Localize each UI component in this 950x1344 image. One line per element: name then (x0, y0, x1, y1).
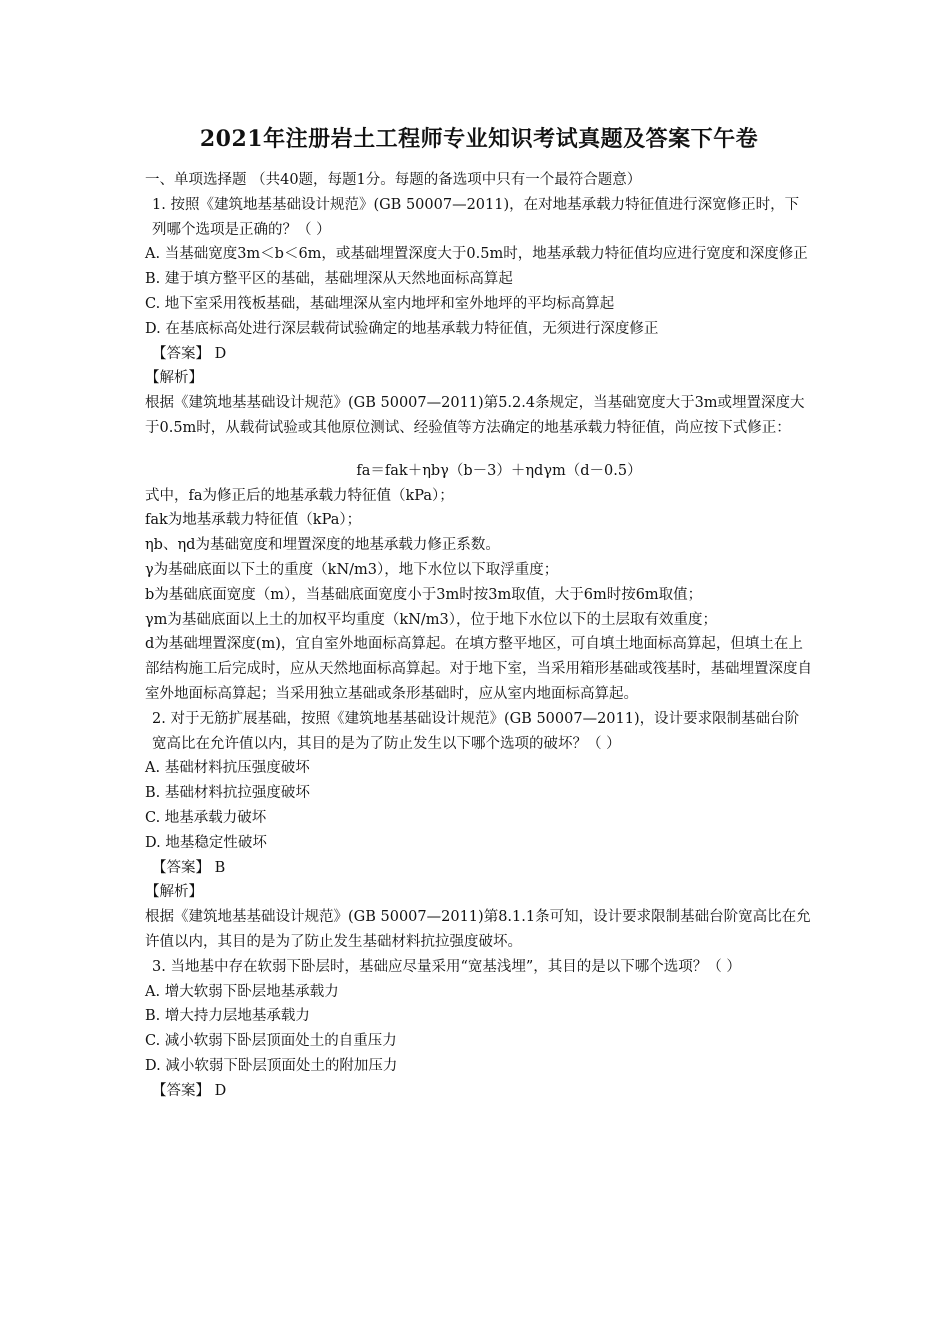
question-1-note: b为基础底面宽度（m），当基础底面宽度小于3m时按3m取值，大于6m时按6m取值； (145, 586, 703, 603)
question-1-note: γ为基础底面以下土的重度（kN/m3），地下水位以下取浮重度； (145, 561, 559, 578)
question-3-stem: 3. 当地基中存在软弱下卧层时，基础应尽量采用“宽基浅埋”，其目的是以下哪个选项？（ ） (152, 958, 741, 975)
section-header: 一、单项选择题 （共40题，每题1分。每题的备选项中只有一个最符合题意） (145, 172, 642, 188)
question-1-note: fak为地基承载力特征值（kPa）； (145, 512, 362, 529)
question-1-answer: 【答案】 D (152, 345, 227, 362)
question-3-option-d: D. 减小软弱下卧层顶面处土的附加压力 (145, 1057, 398, 1074)
question-1-analysis: 根据《建筑地基基础设计规范》(GB 50007—2011)第5.2.4条规定，当基础宽度大于3m或埋置深度大于0.5m时，从载荷试验或其他原位测试、经验值等方法确定的地基承载力特征值，尚应按下式修正： (145, 395, 805, 436)
question-1-note: γm为基础底面以上土的加权平均重度（kN/m3），位于地下水位以下的土层取有效重度； (145, 611, 717, 628)
question-1-formula: fa＝fak＋ηbγ（b－3）＋ηdγm（d－0.5） (356, 462, 642, 479)
question-1-option-a: A. 当基础宽度3m＜b＜6m，或基础埋置深度大于0.5m时，地基承载力特征值均应进行宽度和深度修正 (145, 246, 808, 263)
question-1-note: 式中，fa为修正后的地基承载力特征值（kPa）； (145, 487, 454, 504)
question-2-option-a: A. 基础材料抗压强度破坏 (145, 760, 310, 777)
question-1-option-c: C. 地下室采用筏板基础，基础埋深从室内地坪和室外地坪的平均标高算起 (145, 295, 615, 312)
question-1-note: d为基础埋置深度(m)，宜自室外地面标高算起。在填方整平地区，可自填土地面标高算起，但填土在上部结构施工后完成时，应从天然地面标高算起。对于地下室，当采用箱形基础或筏基时，基础埋置深度自室外地面标高算起；当采用独立基础或条形基础时，应从室内地面标高算起。 (145, 636, 812, 702)
question-2-answer: 【答案】 B (152, 859, 226, 876)
question-3-option-c: C. 减小软弱下卧层顶面处土的自重压力 (145, 1033, 397, 1050)
question-2-option-d: D. 地基稳定性破坏 (145, 834, 267, 851)
question-3-option-b: B. 增大持力层地基承载力 (145, 1008, 310, 1025)
page-title: 2021年注册岩土工程师专业知识考试真题及答案下午卷 (199, 126, 759, 152)
question-1-option-d: D. 在基底标高处进行深层载荷试验确定的地基承载力特征值，无须进行深度修正 (145, 320, 659, 337)
question-2-analysis-label: 【解析】 (145, 884, 203, 901)
question-1-option-b: B. 建于填方整平区的基础，基础埋深从天然地面标高算起 (145, 271, 513, 288)
question-3-option-a: A. 增大软弱下卧层地基承载力 (145, 983, 339, 1000)
question-2-stem: 2. 对于无筋扩展基础，按照《建筑地基基础设计规范》(GB 50007—2011)，设计要求限制基础台阶宽高比在允许值以内，其目的是为了防止发生以下哪个选项的破坏？（ ） (152, 710, 800, 752)
question-1-stem: 1. 按照《建筑地基基础设计规范》(GB 50007—2011)，在对地基承载力特征值进行深宽修正时，下列哪个选项是正确的？（ ） (152, 196, 800, 238)
question-2-option-b: B. 基础材料抗拉强度破坏 (145, 785, 310, 802)
question-3-answer: 【答案】 D (152, 1082, 227, 1099)
question-2-analysis: 根据《建筑地基基础设计规范》(GB 50007—2011)第8.1.1条可知，设计要求限制基础台阶宽高比在允许值以内，其目的是为了防止发生基础材料抗拉强度破坏。 (145, 909, 811, 950)
question-2-option-c: C. 地基承载力破坏 (145, 809, 267, 826)
document-page (145, 118, 813, 1103)
question-1-note: ηb、ηd为基础宽度和埋置深度的地基承载力修正系数。 (145, 537, 500, 554)
question-1-analysis-label: 【解析】 (145, 370, 203, 387)
